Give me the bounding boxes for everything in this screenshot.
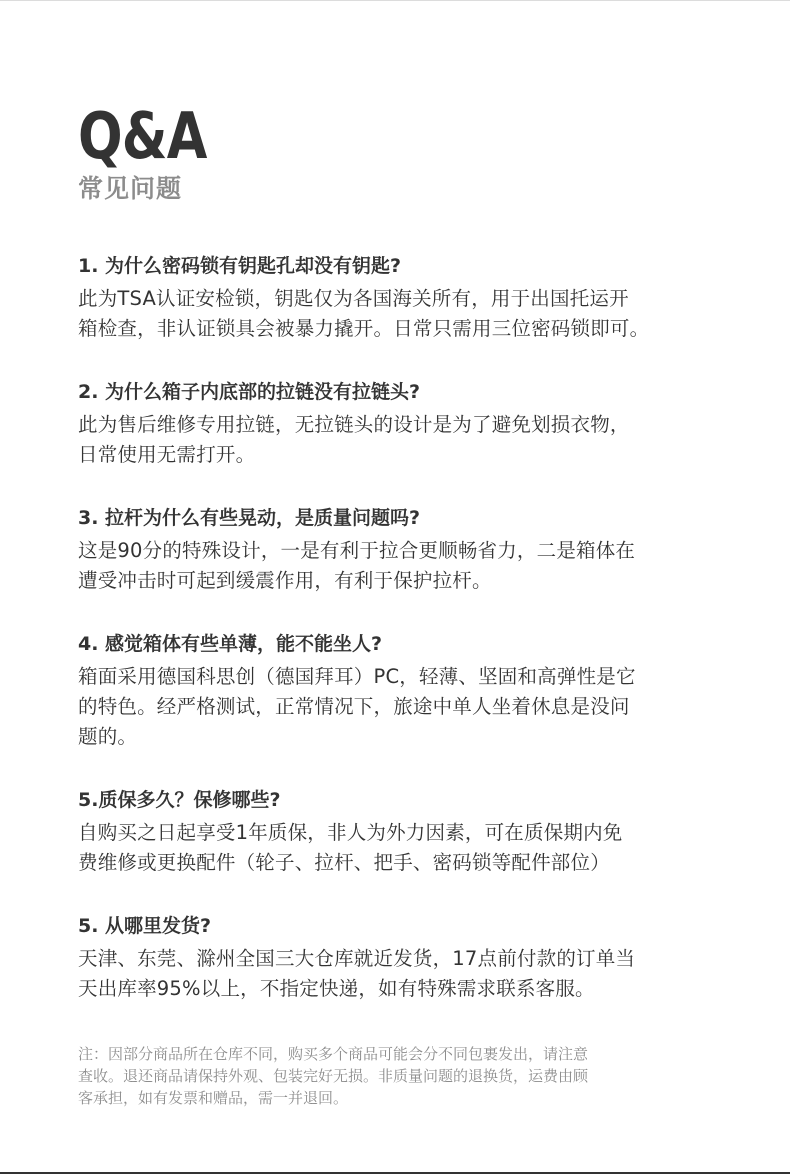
page-subtitle: 常见问题 <box>78 174 183 203</box>
qa-item <box>78 912 738 1004</box>
answer-line: 这是90分的特殊设计，一是有利于拉合更顺畅省力，二是箱体在 <box>78 539 636 562</box>
answer <box>78 662 738 752</box>
qa-item <box>78 786 738 878</box>
note-line: 查收。退还商品请保持外观、包装完好无损。非质量问题的退换货，运费由顾 <box>78 1067 589 1085</box>
footer-note <box>78 1043 738 1109</box>
note-line: 客承担，如有发票和赠品，需一并退回。 <box>78 1089 349 1107</box>
answer-line: 天出库率95%以上，不指定快递，如有特殊需求联系客服。 <box>78 977 595 1000</box>
top-divider <box>0 0 790 1</box>
answer-line: 的特色。经严格测试，正常情况下，旅途中单人坐着休息是没问 <box>78 695 630 718</box>
answer-line: 遭受冲击时可起到缓震作用，有利于保护拉杆。 <box>78 569 492 592</box>
question: 5. 从哪里发货? <box>78 915 212 937</box>
qa-item <box>78 378 738 470</box>
page-title: Q&A <box>78 100 207 174</box>
answer <box>78 536 738 596</box>
answer-line: 费维修或更换配件（轮子、拉杆、把手、密码锁等配件部位） <box>78 851 610 874</box>
answer-line: 日常使用无需打开。 <box>78 443 256 466</box>
qa-list <box>78 252 738 1038</box>
answer <box>78 818 738 878</box>
qa-item <box>78 504 738 596</box>
bottom-divider <box>0 1172 790 1174</box>
answer <box>78 944 738 1004</box>
question: 3. 拉杆为什么有些晃动，是质量问题吗? <box>78 507 421 529</box>
answer-line: 此为售后维修专用拉链，无拉链头的设计是为了避免划损衣物， <box>78 413 630 436</box>
answer <box>78 410 738 470</box>
answer-line: 箱面采用德国科思创（德国拜耳）PC，轻薄、坚固和高弹性是它 <box>78 665 636 688</box>
answer-line: 天津、东莞、滁州全国三大仓库就近发货，17点前付款的订单当 <box>78 947 636 970</box>
answer-line: 箱检查，非认证锁具会被暴力撬开。日常只需用三位密码锁即可。 <box>78 317 650 340</box>
question: 4. 感觉箱体有些单薄，能不能坐人? <box>78 633 383 655</box>
qa-item <box>78 252 738 344</box>
answer-line: 此为TSA认证安检锁，钥匙仅为各国海关所有，用于出国托运开 <box>78 287 629 310</box>
question: 1. 为什么密码锁有钥匙孔却没有钥匙? <box>78 255 402 277</box>
answer-line: 题的。 <box>78 725 138 748</box>
note-line: 注：因部分商品所在仓库不同，购买多个商品可能会分不同包裹发出，请注意 <box>78 1045 589 1063</box>
answer-line: 自购买之日起享受1年质保，非人为外力因素，可在质保期内免 <box>78 821 623 844</box>
question: 5.质保多久？保修哪些? <box>78 789 281 811</box>
question: 2. 为什么箱子内底部的拉链没有拉链头? <box>78 381 421 403</box>
page-header <box>78 100 235 206</box>
qa-item <box>78 630 738 752</box>
answer <box>78 284 738 344</box>
